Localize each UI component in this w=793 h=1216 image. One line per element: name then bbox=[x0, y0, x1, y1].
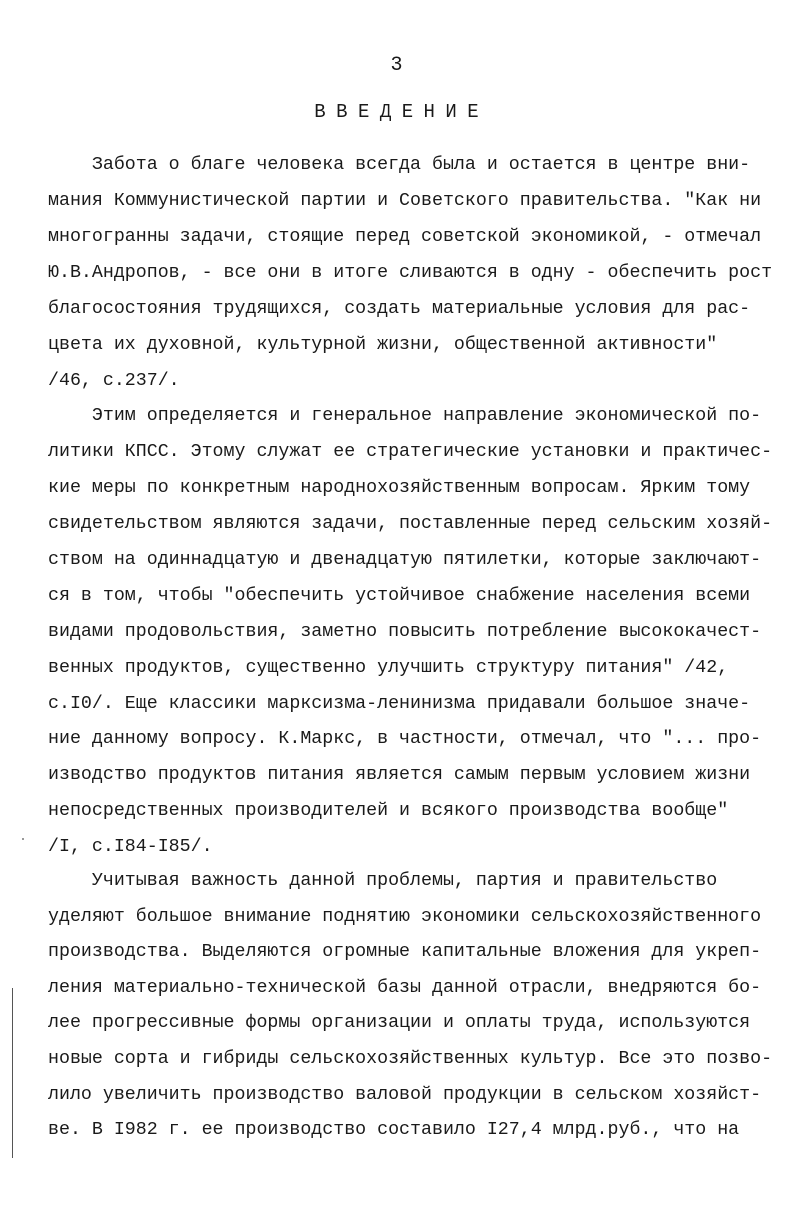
text-line: с.I0/. Еще классики марксизма-ленинизма придавали большое значе- bbox=[48, 694, 751, 714]
text-line: ления материально-технической базы данной отрасли, внедряются бо- bbox=[48, 978, 762, 998]
text-line: уделяют большое внимание поднятию экономики сельскохозяйственного bbox=[48, 907, 762, 927]
page-number: 3 bbox=[390, 54, 403, 77]
text-line: многогранны задачи, стоящие перед советской экономикой, - отмечал bbox=[48, 227, 762, 247]
text-line: /46, с.237/. bbox=[48, 371, 180, 391]
text-line: кие меры по конкретным народнохозяйственным вопросам. Ярким тому bbox=[48, 478, 751, 498]
text-line: свидетельством являются задачи, поставленные перед сельским хозяй- bbox=[48, 514, 773, 534]
text-line: венных продуктов, существенно улучшить структуру питания" /42, bbox=[48, 658, 729, 678]
text-line: лило увеличить производство валовой продукции в сельском хозяйст- bbox=[48, 1085, 762, 1105]
text-line: Учитывая важность данной проблемы, партия и правительство bbox=[48, 871, 718, 891]
text-line: ве. В I982 г. ее производство составило I27,4 млрд.руб., что на bbox=[48, 1120, 740, 1140]
text-line: изводство продуктов питания является самым первым условием жизни bbox=[48, 765, 751, 785]
margin-rule bbox=[12, 988, 13, 1158]
text-line: /I, с.I84-I85/. bbox=[48, 837, 213, 857]
text-line: благосостояния трудящихся, создать материальные условия для рас- bbox=[48, 299, 751, 319]
text-line: непосредственных производителей и всякого производства вообще" bbox=[48, 801, 729, 821]
section-heading: ВВЕДЕНИЕ bbox=[314, 101, 490, 123]
text-line: цвета их духовной, культурной жизни, общественной активности" bbox=[48, 335, 718, 355]
text-line: литики КПСС. Этому служат ее стратегические установки и практичес- bbox=[48, 442, 773, 462]
text-line: производства. Выделяются огромные капитальные вложения для укреп- bbox=[48, 942, 762, 962]
text-line: мания Коммунистической партии и Советского правительства. "Как ни bbox=[48, 191, 762, 211]
text-line: лее прогрессивные формы организации и оплаты труда, используются bbox=[48, 1013, 751, 1033]
text-line: ся в том, чтобы "обеспечить устойчивое снабжение населения всеми bbox=[48, 586, 751, 606]
scan-speck bbox=[22, 838, 24, 840]
text-line: видами продовольствия, заметно повысить потребление высококачест- bbox=[48, 622, 762, 642]
text-line: новые сорта и гибриды сельскохозяйственных культур. Все это позво- bbox=[48, 1049, 773, 1069]
text-line: Забота о благе человека всегда была и остается в центре вни- bbox=[48, 155, 751, 175]
text-line: ние данному вопросу. К.Маркс, в частности, отмечал, что "... про- bbox=[48, 729, 762, 749]
text-line: Этим определяется и генеральное направление экономической по- bbox=[48, 406, 762, 426]
text-line: Ю.В.Андропов, - все они в итоге сливаются в одну - обеспечить рост bbox=[48, 263, 773, 283]
text-line: ством на одиннадцатую и двенадцатую пятилетки, которые заключают- bbox=[48, 550, 762, 570]
